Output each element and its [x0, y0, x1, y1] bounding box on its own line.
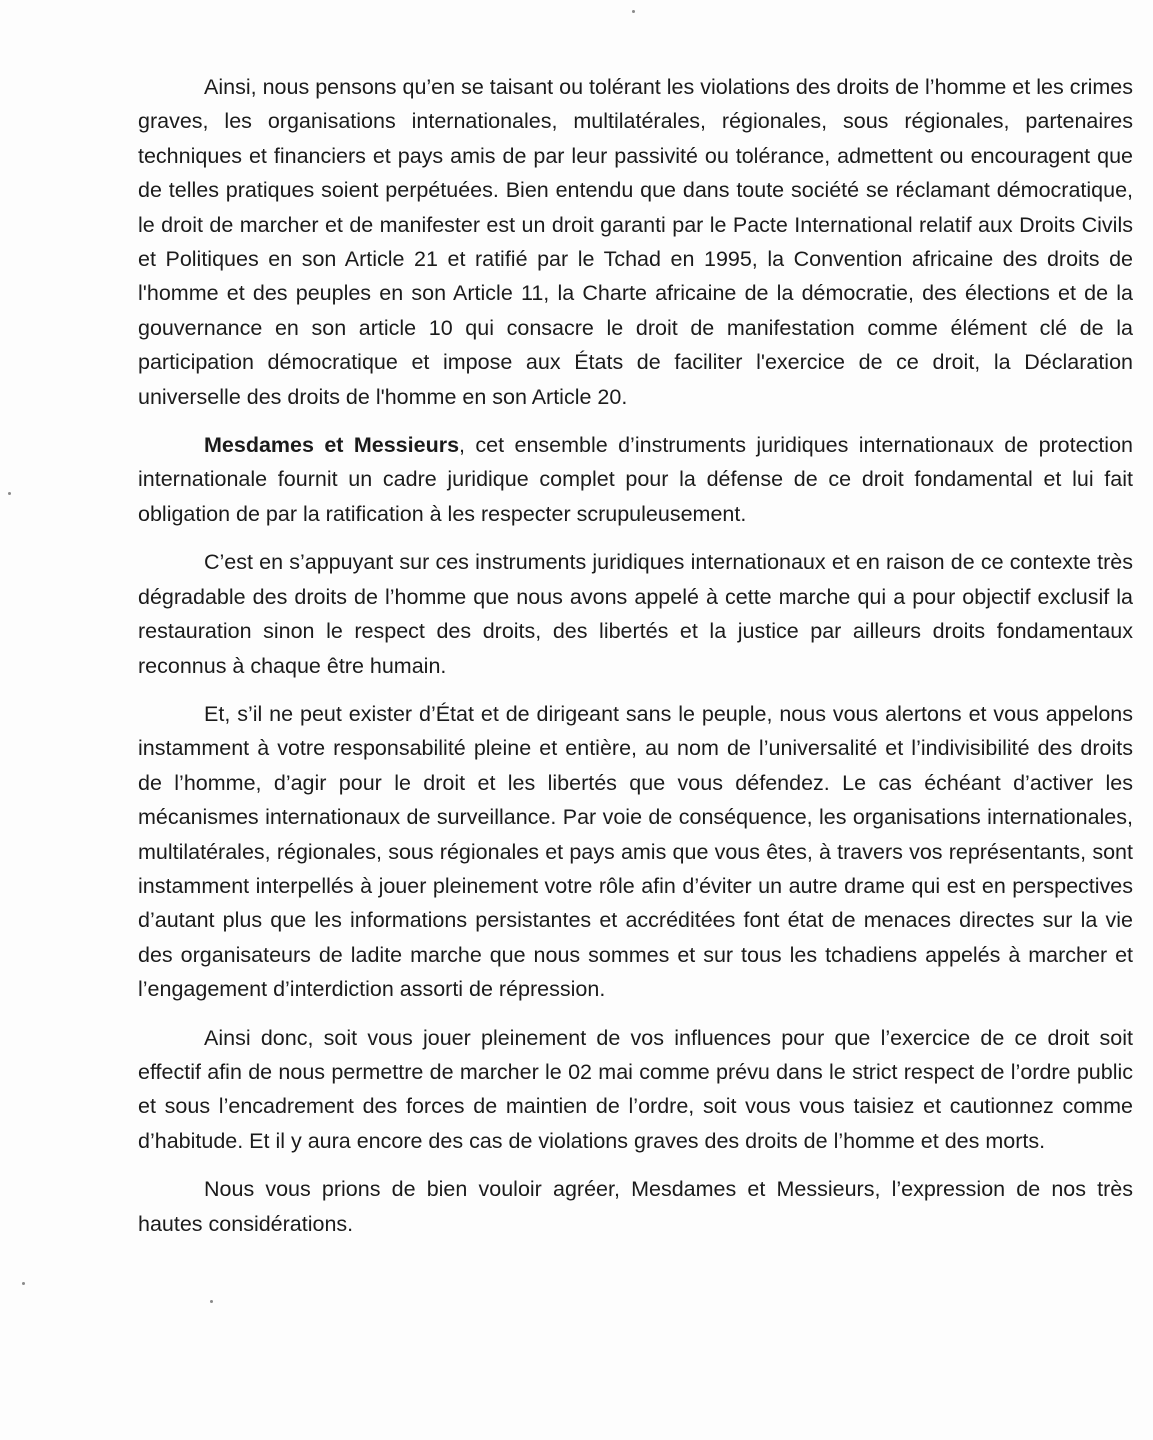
- letter-body: [138, 70, 1133, 1255]
- paragraph-text: C’est en s’appuyant sur ces instruments juridiques internationaux et en raison de ce contexte très dégradable des droits de l’homme que nous avons appelé à cette marche qui a pour objectif exclusif la restauration sinon le respect des droits, des libertés et la justice par ailleurs droits fondamentaux reconnus à chaque être humain.: [138, 550, 1133, 678]
- paragraph-4: [138, 697, 1133, 1007]
- paragraph-5: [138, 1021, 1133, 1159]
- paragraph-text: Et, s’il ne peut exister d’État et de dirigeant sans le peuple, nous vous alertons et vous appelons instamment à votre responsabilité pleine et entière, au nom de l’universalité et l’indivisibilité des droits de l’homme, d’agir pour le droit et les libertés que vous défendez. Le cas échéant d’activer les mécanismes internationaux de surveillance. Par voie de conséquence, les organisations internationales, multilatérales, régionales, sous régionales et pays amis que vous êtes, à travers vos représentants, sont instamment interpellés à jouer pleinement votre rôle afin d’éviter un autre drame qui est en perspectives d’autant plus que les informations persistantes et accréditées font état de menaces directes sur la vie des organisateurs de ladite marche que nous sommes et sur tous les tchadiens appelés à marcher et l’engagement d’interdiction assorti de répression.: [138, 701, 1133, 1002]
- salutation: Mesdames et Messieurs: [204, 433, 460, 458]
- paragraph-6: [138, 1172, 1133, 1241]
- paragraph-3: [138, 545, 1133, 683]
- paragraph-text: Ainsi, nous pensons qu’en se taisant ou tolérant les violations des droits de l’homme et les crimes graves, les organisations internationales, multilatérales, régionales, sous régionales, partenaires techniques et financiers et pays amis de par leur passivité ou tolérance, admettent ou encouragent que de telles pratiques soient perpétuées. Bien entendu que dans toute société se réclamant démocratique, le droit de marcher et de manifester est un droit garanti par le Pacte International relatif aux Droits Civils et Politiques en son Article 21 et ratifié par le Tchad en 1995, la Convention africaine des droits de l'homme et des peuples en son Article 11, la Charte africaine de la démocratie, des élections et de la gouvernance en son article 10 qui consacre le droit de manifestation comme élément clé de la participation démocratique et impose aux États de faciliter l'exercice de ce droit, la Déclaration universelle des droits de l'homme en son Article 20.: [138, 75, 1133, 409]
- paragraph-text: Ainsi donc, soit vous jouer pleinement de vos influences pour que l’exercice de ce droit soit effectif afin de nous permettre de marcher le 02 mai comme prévu dans le strict respect de l’ordre public et sous l’encadrement des forces de maintien de l’ordre, soit vous vous taisiez et cautionnez comme d’habitude. Et il y aura encore des cas de violations graves des droits de l’homme et des morts.: [138, 1025, 1133, 1153]
- scan-speck: [632, 10, 635, 13]
- scan-speck: [8, 492, 11, 495]
- scan-speck: [22, 1282, 25, 1285]
- scan-speck: [210, 1300, 213, 1303]
- paragraph-2: [138, 428, 1133, 531]
- closing-text: Nous vous prions de bien vouloir agréer, Mesdames et Messieurs, l’expression de nos très hautes considérations.: [138, 1177, 1133, 1236]
- paragraph-text: , cet ensemble d’instruments juridiques internationaux de protection internationale fournit un cadre juridique complet pour la défense de ce droit fondamental et lui fait obligation de par la ratification à les respecter scrupuleusement.: [138, 433, 1133, 526]
- paragraph-1: [138, 70, 1133, 414]
